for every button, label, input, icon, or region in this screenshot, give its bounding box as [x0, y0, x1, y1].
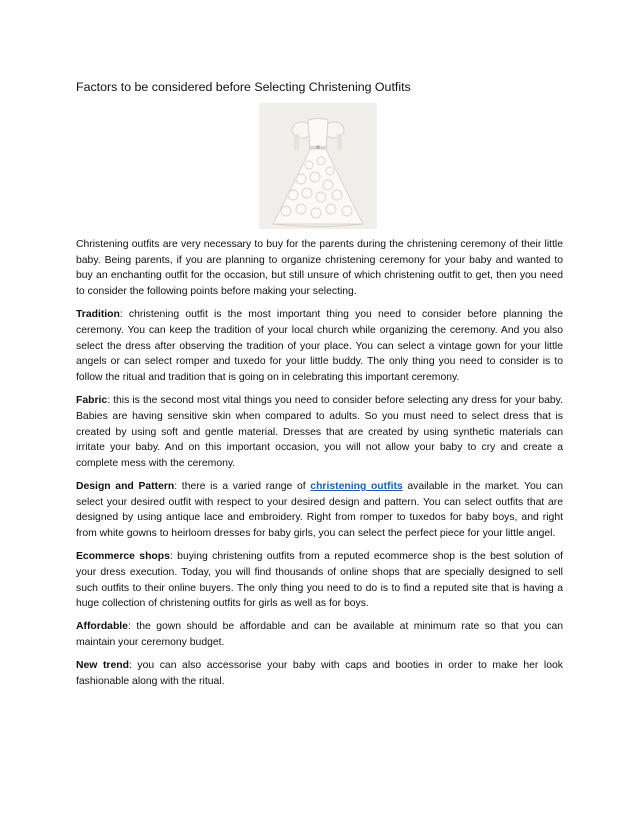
design-paragraph — [76, 479, 563, 542]
ecommerce-term: Ecommerce shops — [76, 551, 170, 563]
ecommerce-text: : buying christening outfits from a reputed ecommerce shop is the best solution of your dress execution. Today, you will find thousands of online shops that are specially designed to sell such outfits to their online buyers. The only thing you need to do is to find a reputed site that is having a huge collection of christening outfits for girls as well as for boys. — [76, 551, 564, 610]
design-text-after: available in the market. You can select your desired outfit with respect to your desired design and pattern. You can select outfits that are designed by using antique lace and embroidery. Right from romper to tuxedos for baby boys, and right from white gowns to heirloom dresses for baby girls, you can select the perfect piece for your little angel. — [76, 481, 563, 540]
affordable-paragraph — [76, 619, 563, 650]
trend-text: : you can also accessorise your baby with caps and booties in order to make her look fashionable along with the ritual. — [76, 660, 563, 687]
affordable-text: : the gown should be affordable and can be available at minimum rate so that you can maintain your ceremony budget. — [76, 621, 563, 649]
tradition-paragraph — [76, 307, 563, 386]
fabric-term: Fabric — [76, 395, 108, 407]
design-term: Design and Pattern — [76, 481, 175, 493]
fabric-text: : this is the second most vital things you need to consider before selecting any dress for your baby. Babies are having sensitive skin when compared to adults. So you must need to select dress that is created by using soft and gentle material. Dresses that are created by using synthetic materials can irritate your baby. And on this important occasion, you will not allow your baby to cry and create a complete mess with the ceremony. — [76, 395, 563, 469]
fabric-paragraph — [76, 393, 563, 472]
trend-term: New trend — [76, 660, 129, 672]
christening-gown-photo — [259, 103, 377, 229]
trend-paragraph — [76, 658, 563, 689]
tradition-text: : christening outfit is the most important thing you need to consider before planning the ceremony. You can keep the tradition of your local church while organizing the ceremony. And you also select the dress after observing the tradition of your place. You can select a vintage gown for your little angels or can select romper and tuxedo for your little buddy. The only thing you need to consider is to follow the ritual and tradition that is going on in celebrating this important ceremony. — [76, 309, 563, 384]
article-body — [76, 237, 563, 697]
intro-paragraph: Christening outfits are very necessary to buy for the parents during the christening ceremony of their little baby. Being parents, if you are planning to organize christening ceremony for your baby and wanted to buy an enchanting outfit for the occasion, but still unsure of which christening outfit to get, then you need to consider the following points before making your selecting. — [76, 239, 563, 298]
affordable-term: Affordable — [76, 621, 128, 633]
christening-outfits-link[interactable]: christening outfits — [310, 481, 403, 493]
tradition-term: Tradition — [76, 309, 120, 321]
design-text-before: : there is a varied range of — [174, 481, 311, 493]
document-title: Factors to be considered before Selecting Christening Outfits — [76, 80, 411, 94]
ecommerce-paragraph — [76, 549, 563, 612]
